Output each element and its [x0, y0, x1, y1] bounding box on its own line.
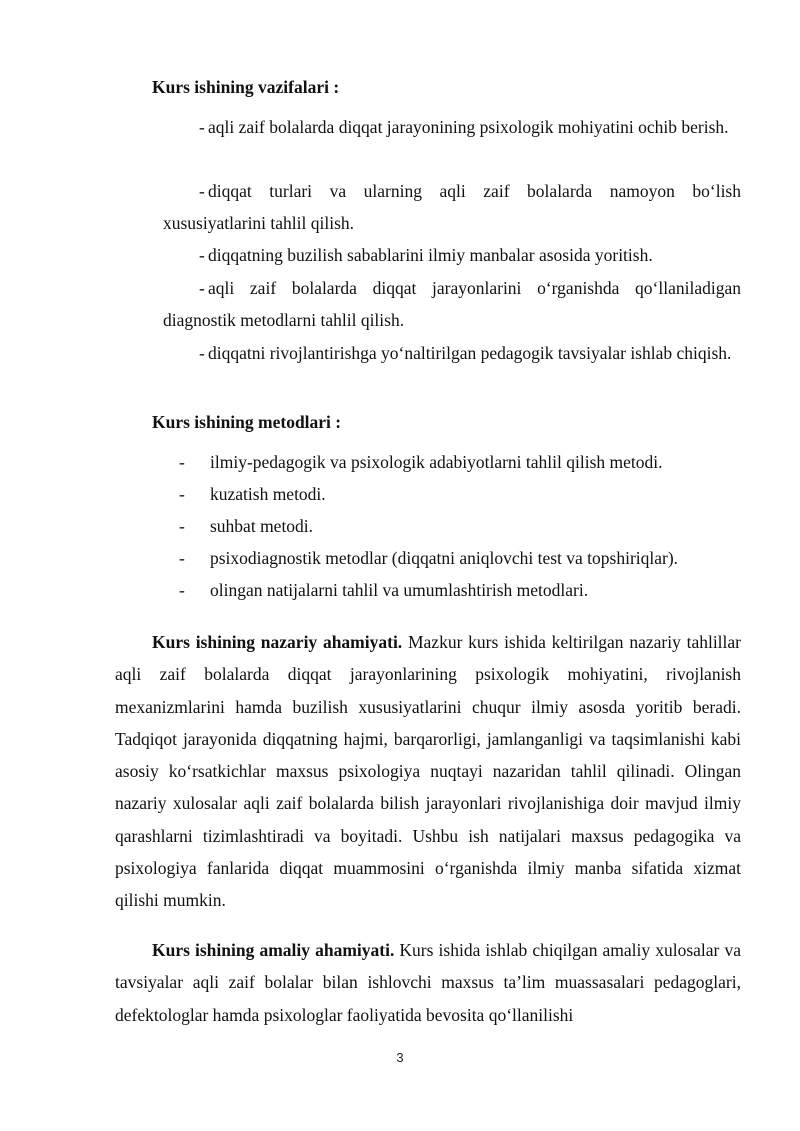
method-item-5	[179, 574, 588, 606]
practice-title: Kurs ishining amaliy ahamiyati.	[152, 940, 395, 960]
task-item-2	[163, 175, 741, 239]
task-item-3	[163, 239, 741, 271]
theory-paragraph	[115, 626, 741, 917]
page-number: 3	[396, 1050, 404, 1065]
task-text: diqqatning buzilish sabablarini ilmiy manbalar asosida yoritish.	[208, 245, 653, 265]
practice-paragraph	[115, 934, 741, 1031]
task-text: diqqat turlari va ularning aqli zaif bolalarda namoyon bo‘lish xususiyatlarini tahlil qilish.	[163, 181, 741, 233]
list-dash: -	[199, 343, 205, 363]
task-item-5	[163, 337, 741, 369]
list-dash: -	[179, 516, 185, 536]
task-item-1	[163, 111, 741, 143]
list-dash: -	[199, 278, 205, 298]
method-item-3	[179, 510, 313, 542]
list-dash: -	[179, 452, 185, 472]
list-dash: -	[199, 181, 205, 201]
method-item-1	[179, 446, 663, 478]
practice-text: Kurs ishida ishlab chiqilgan amaliy xulosalar va tavsiyalar aqli zaif bolalar bilan ishlovchi maxsus ta’lim muassasalari pedagoglari, defektologlar hamda psixologlar faoliyatida bevosita qo‘llanilishi	[115, 940, 741, 1025]
list-dash: -	[199, 117, 205, 137]
tasks-heading: Kurs ishining vazifalari :	[152, 77, 340, 97]
list-dash: -	[179, 484, 185, 504]
method-item-2	[179, 478, 326, 510]
task-text: aqli zaif bolalarda diqqat jarayonlarini o‘rganishda qo‘llaniladigan diagnostik metodlarni tahlil qilish.	[163, 278, 741, 330]
list-dash: -	[179, 580, 185, 600]
list-dash: -	[179, 548, 185, 568]
theory-title: Kurs ishining nazariy ahamiyati.	[152, 632, 403, 652]
method-text: suhbat metodi.	[210, 516, 314, 536]
method-text: psixodiagnostik metodlar (diqqatni aniqlovchi test va topshiriqlar).	[210, 548, 679, 568]
task-text: aqli zaif bolalarda diqqat jarayonining psixologik mohiyatini ochib berish.	[208, 117, 729, 137]
method-item-4	[179, 542, 678, 574]
method-text: olingan natijalarni tahlil va umumlashtirish metodlari.	[210, 580, 589, 600]
list-dash: -	[199, 245, 205, 265]
task-text: diqqatni rivojlantirishga yo‘naltirilgan pedagogik tavsiyalar ishlab chiqish.	[208, 343, 732, 363]
method-text: ilmiy-pedagogik va psixologik adabiyotlarni tahlil qilish metodi.	[210, 452, 663, 472]
theory-text: Mazkur kurs ishida keltirilgan nazariy tahlillar aqli zaif bolalarda diqqat jarayonlarining psixologik mohiyatini, rivojlanish mexanizmlarini hamda buzilish xususiyatlarini chuqur ilmiy asosda yoritib beradi. Tadqiqot jarayonida diqqatning hajmi, barqarorligi, jamlanganligi va taqsimlanishi kabi asosiy ko‘rsatkichlar maxsus psixologiya nuqtayi nazaridan tahlil qilinadi. Olingan nazariy xulosalar aqli zaif bolalarda bilish jarayonlari rivojlanishiga doir mavjud ilmiy qarashlarni tizimlashtiradi va boyitadi. Ushbu ish natijalari maxsus pedagogika va psixologiya fanlarida diqqat muammosini o‘rganishda ilmiy manba sifatida xizmat qilishi mumkin.	[115, 632, 742, 911]
method-text: kuzatish metodi.	[210, 484, 326, 504]
task-item-4	[163, 272, 741, 336]
methods-heading: Kurs ishining metodlari :	[152, 412, 342, 432]
